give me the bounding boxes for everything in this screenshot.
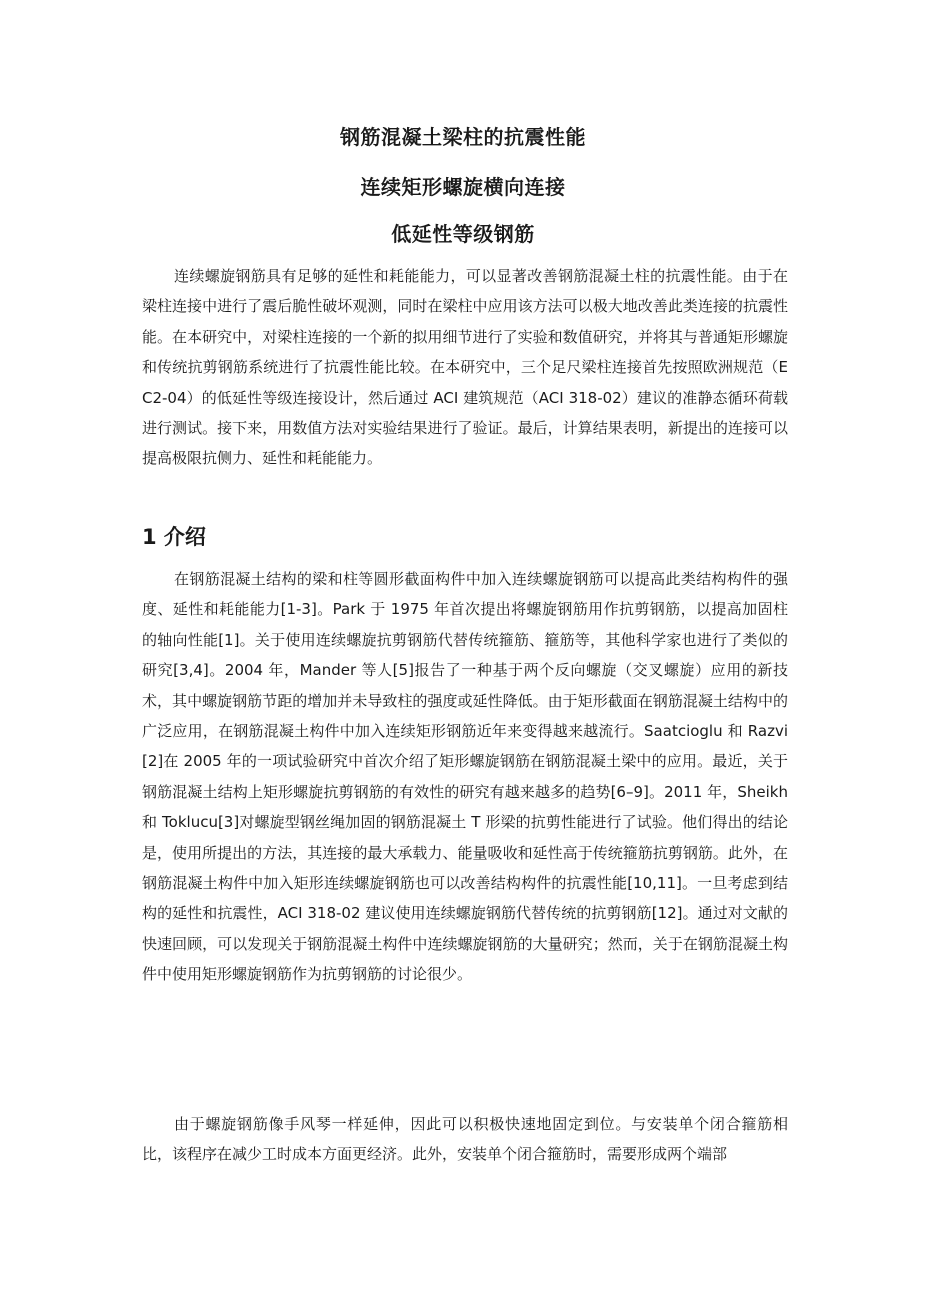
- introduction-paragraph-2: 由于螺旋钢筋像手风琴一样延伸，因此可以积极快速地固定到位。与安装单个闭合箍筋相比，该程序在减少工时成本方面更经济。此外，安装单个闭合箍筋时，需要形成两个端部: [142, 1115, 788, 1164]
- document-title-line-1: 钢筋混凝土梁柱的抗震性能: [340, 125, 586, 149]
- introduction-paragraph-1: 在钢筋混凝土结构的梁和柱等圆形截面构件中加入连续螺旋钢筋可以提高此类结构构件的强度、延性和耗能能力[1-3]。Park 于 1975 年首次提出将螺旋钢筋用作抗剪钢筋，以提高加固柱的轴向性能[1]。关于使用连续螺旋抗剪钢筋代替传统箍筋、箍筋等，其他科学家也进行了类似的研究[3,4]。2004 年，Mander 等人[5]报告了一种基于两个反向螺旋（交叉螺旋）应用的新技术，其中螺旋钢筋节距的增加并未导致柱的强度或延性降低。由于矩形截面在钢筋混凝土结构中的广泛应用，在钢筋混凝土构件中加入连续矩形钢筋近年来变得越来越流行。Saatcioglu 和 Razvi[2]在 2005 年的一项试验研究中首次介绍了矩形螺旋钢筋在钢筋混凝土梁中的应用。最近，关于钢筋混凝土结构上矩形螺旋抗剪钢筋的有效性的研究有越来越多的趋势[6–9]。2011 年，Sheikh 和 Toklucu[3]对螺旋型钢丝绳加固的钢筋混凝土 T 形梁的抗剪性能进行了试验。他们得出的结论是，使用所提出的方法，其连接的最大承载力、能量吸收和延性高于传统箍筋抗剪钢筋。此外，在钢筋混凝土构件中加入矩形连续螺旋钢筋也可以改善结构构件的抗震性能[10,11]。一旦考虑到结构的延性和抗震性，ACI 318-02 建议使用连续螺旋钢筋代替传统的抗剪钢筋[12]。通过对文献的快速回顾，可以发现关于钢筋混凝土构件中连续螺旋钢筋的大量研究；然而，关于在钢筋混凝土构件中使用矩形螺旋钢筋作为抗剪钢筋的讨论很少。: [142, 570, 788, 984]
- document-title-line-3: 低延性等级钢筋: [391, 222, 535, 246]
- section-heading-introduction: 1 介绍: [142, 525, 206, 549]
- abstract-paragraph: 连续螺旋钢筋具有足够的延性和耗能能力，可以显著改善钢筋混凝土柱的抗震性能。由于在梁柱连接中进行了震后脆性破坏观测，同时在梁柱中应用该方法可以极大地改善此类连接的抗震性能。在本研究中，对梁柱连接的一个新的拟用细节进行了实验和数值研究，并将其与普通矩形螺旋和传统抗剪钢筋系统进行了抗震性能比较。在本研究中，三个足尺梁柱连接首先按照欧洲规范（EC2-04）的低延性等级连接设计，然后通过 ACI 建筑规范（ACI 318-02）建议的准静态循环荷载进行测试。接下来，用数值方法对实验结果进行了验证。最后，计算结果表明，新提出的连接可以提高极限抗侧力、延性和耗能能力。: [142, 267, 788, 468]
- document-title-line-2: 连续矩形螺旋横向连接: [360, 175, 566, 199]
